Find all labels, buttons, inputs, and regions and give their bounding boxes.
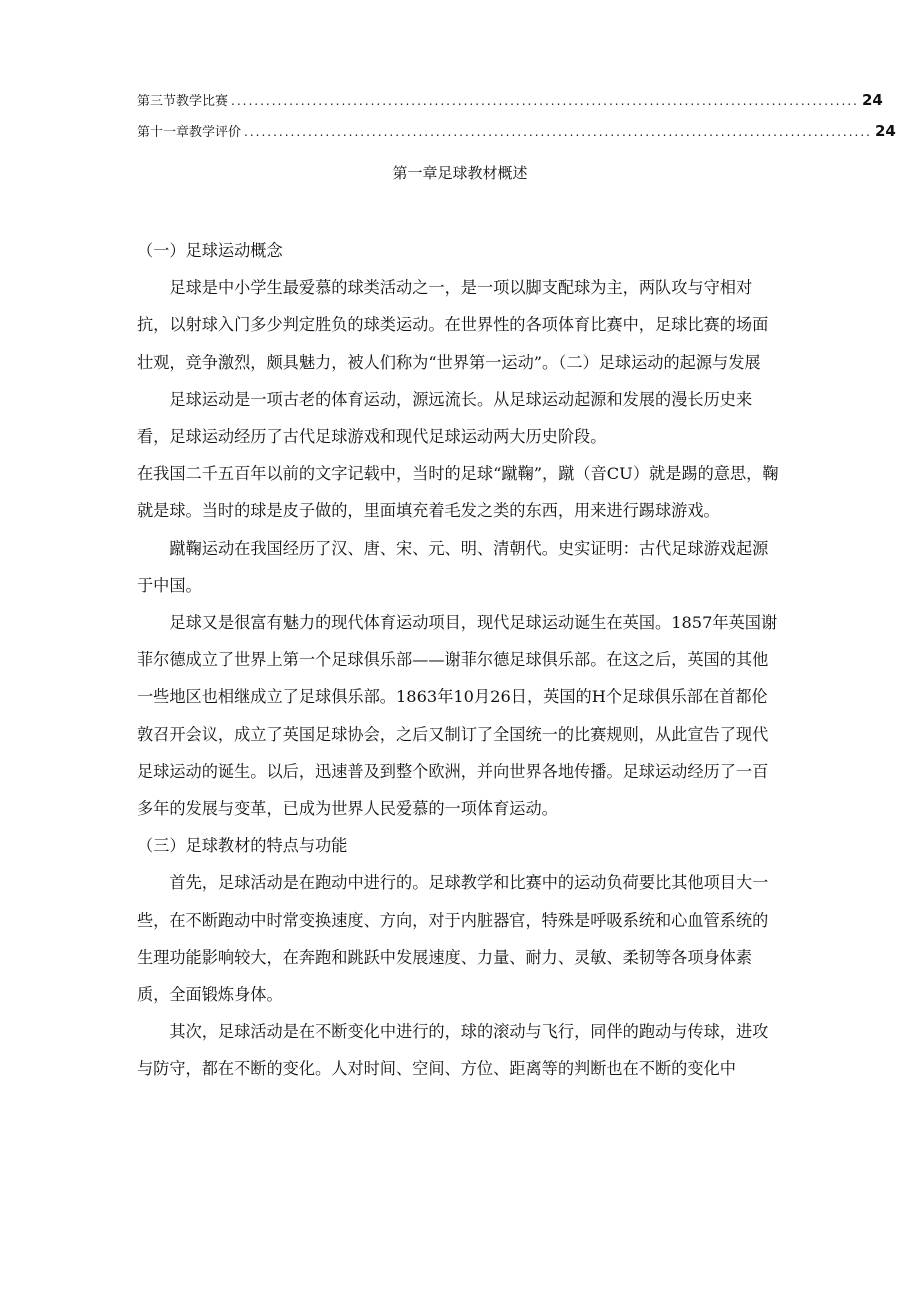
paragraph: 首先，足球活动是在跑动中进行的。足球教学和比赛中的运动负荷要比其他项目大一些，在不断跑动中时常变换速度、方向，对于内脏器官，特殊是呼吸系统和心血管系统的生理功能影响较大，在奔跑和跳跃中发展速度、力量、耐力、灵敏、柔韧等各项身体素质，全面锻炼身体。	[137, 873, 769, 1005]
toc-label: 第十一章教学评价	[137, 125, 242, 140]
paragraph: 在我国二千五百年以前的文字记载中，当时的足球“蹴鞠”，蹴（音CU）就是踢的意思，鞠就是球。当时的球是皮子做的，里面填充着毛发之类的东西，用来进行踢球游戏。	[137, 464, 779, 521]
document-body	[137, 232, 782, 1088]
section-heading: （一）足球运动概念	[137, 241, 283, 260]
toc-entry[interactable]	[137, 121, 896, 140]
paragraph: 足球又是很富有魅力的现代体育运动项目，现代足球运动诞生在英国。1857年英国谢菲尔德成立了世界上第一个足球俱乐部——谢菲尔德足球俱乐部。在这之后，英国的其他一些地区也相继成立了足球俱乐部。1863年10月26日，英国的H个足球俱乐部在首都伦敦召开会议，成立了英国足球协会，之后又制订了全国统一的比赛规则，从此宣告了现代足球运动的诞生。以后，迅速普及到整个欧洲，并向世界各地传播。足球运动经历了一百多年的发展与变革，已成为世界人民爱慕的一项体育运动。	[137, 613, 778, 819]
toc-label: 第三节教学比赛	[137, 94, 229, 109]
paragraph: 其次，足球活动是在不断变化中进行的，球的滚动与飞行，同伴的跑动与传球，进攻与防守，都在不断的变化。人对时间、空间、方位、距离等的判断也在不断的变化中	[137, 1022, 769, 1079]
paragraph: 足球是中小学生最爱慕的球类活动之一，是一项以脚支配球为主，两队攻与守相对抗，以射球入门多少判定胜负的球类运动。在世界性的各项体育比赛中，足球比赛的场面壮观，竞争激烈，颇具魅力，被人们称为“世界第一运动”。（二）足球运动的起源与发展	[137, 278, 769, 372]
section-heading: （三）足球教材的特点与功能	[137, 836, 348, 856]
toc-page-number: 24	[861, 91, 883, 109]
paragraph: 足球运动是一项古老的体育运动，源远流长。从足球运动起源和发展的漫长历史来看，足球运动经历了古代足球游戏和现代足球运动两大历史阶段。	[137, 389, 753, 447]
toc-entry[interactable]	[137, 90, 883, 109]
toc-page-number: 24	[874, 122, 896, 140]
toc-leader-dots: ............................................................................................................	[244, 125, 872, 139]
toc-leader-dots: ............................................................................................................	[231, 94, 859, 108]
paragraph: 蹴鞠运动在我国经历了汉、唐、宋、元、明、清朝代。史实证明：古代足球游戏起源于中国。	[137, 538, 769, 595]
chapter-title: 第一章足球教材概述	[392, 164, 528, 182]
